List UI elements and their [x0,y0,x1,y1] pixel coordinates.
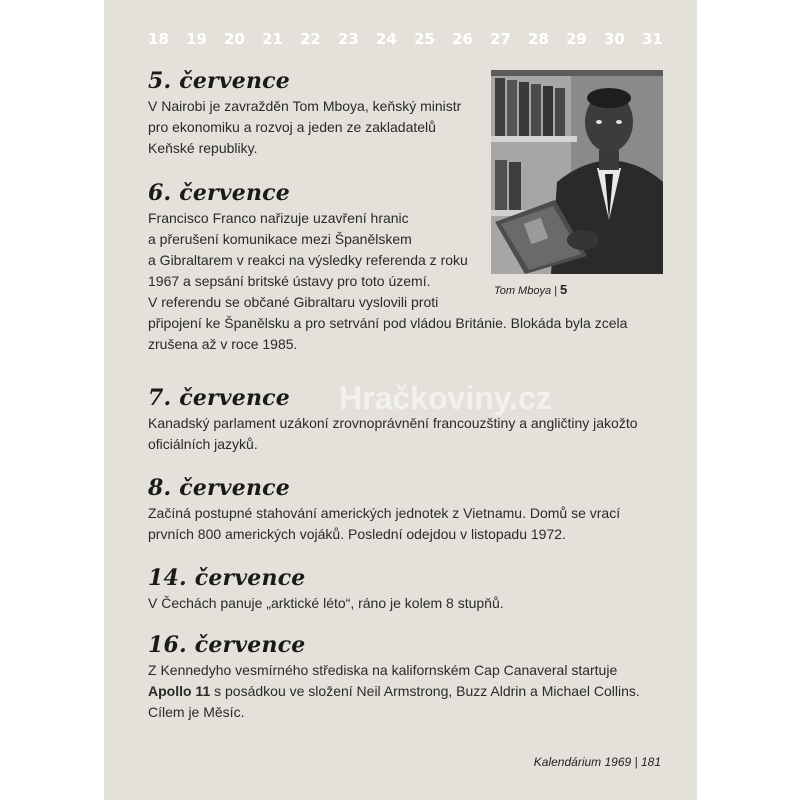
apollo-11-label: Apollo 11 [148,683,211,699]
entry-line: V Čechách panuje „arktické léto“, ráno je kolem 8 stupňů. [148,595,504,611]
caption-number: 5 [560,282,568,297]
entry-line: V referendu se občané Gibraltaru vyslovili proti [148,294,439,310]
watermark: Hračkoviny.cz [339,380,552,416]
entry-line-rest: s posádkou ve složení Neil Armstrong, Buzz Aldrin a Michael Collins. [214,683,640,699]
entry-line: a Gibraltarem v reakci na výsledky referenda z roku [148,252,468,268]
photo-caption [494,282,567,297]
day-number: 27 [490,30,511,48]
portrait-illustration [491,70,663,274]
entry-line: Cílem je Měsíc. [148,704,245,720]
entry-heading: 8. července [148,475,290,501]
day-number: 24 [376,30,397,48]
day-number: 20 [224,30,245,48]
entry-line: Začíná postupné stahování amerických jednotek z Vietnamu. Domů se vrací [148,505,621,521]
entry-line: připojení ke Španělsku a pro setrvání pod vládou Británie. Blokáda byla zcela [148,315,628,331]
entry-line: a přerušení komunikace mezi Španělskem [148,231,412,247]
day-number: 23 [338,30,359,48]
entry-text [148,593,504,614]
entry-line: Francisco Franco nařizuje uzavření hranic [148,210,409,226]
day-number: 30 [604,30,625,48]
page-footer: Kalendárium 1969 | 181 [533,755,661,769]
entry-line: zrušena až v roce 1985. [148,336,298,352]
day-number: 31 [642,30,663,48]
day-number: 29 [566,30,587,48]
entry-line: Keňské republiky. [148,140,258,156]
entry-heading: 14. července [148,565,306,591]
day-number: 21 [262,30,283,48]
entry-line: prvních 800 amerických vojáků. Poslední odejdou v listopadu 1972. [148,526,566,542]
day-number: 22 [300,30,321,48]
entry-line: 1967 a sepsání britské ústavy pro toto území. [148,273,431,289]
entry-line [148,681,640,702]
day-number: 18 [148,30,169,48]
day-number: 28 [528,30,549,48]
entry-text [148,503,620,545]
calendar-page [104,0,697,800]
day-number: 25 [414,30,435,48]
entry-text [148,96,461,159]
day-number: 19 [186,30,207,48]
entry-line: Z Kennedyho vesmírného střediska na kalifornském Cap Canaveral startuje [148,662,618,678]
entry-heading: 5. července [148,68,290,94]
entry-line: oficiálních jazyků. [148,436,258,452]
entry-line: pro ekonomiku a rozvoj a jeden ze zakladatelů [148,119,436,135]
entry-line: V Nairobi je zavražděn Tom Mboya, keňský ministr [148,98,462,114]
entry-heading: 6. července [148,180,290,206]
day-number-row [104,30,697,52]
entry-line: Kanadský parlament uzákoní zrovnoprávnění francouzštiny a angličtiny jakožto [148,415,638,431]
entry-text [148,413,638,455]
day-number: 26 [452,30,473,48]
caption-text: Tom Mboya | [494,285,557,297]
entry-heading: 16. července [148,632,306,658]
entry-text [148,660,640,723]
entry-heading: 7. července [148,385,290,411]
photo-tom-mboya [491,70,663,274]
